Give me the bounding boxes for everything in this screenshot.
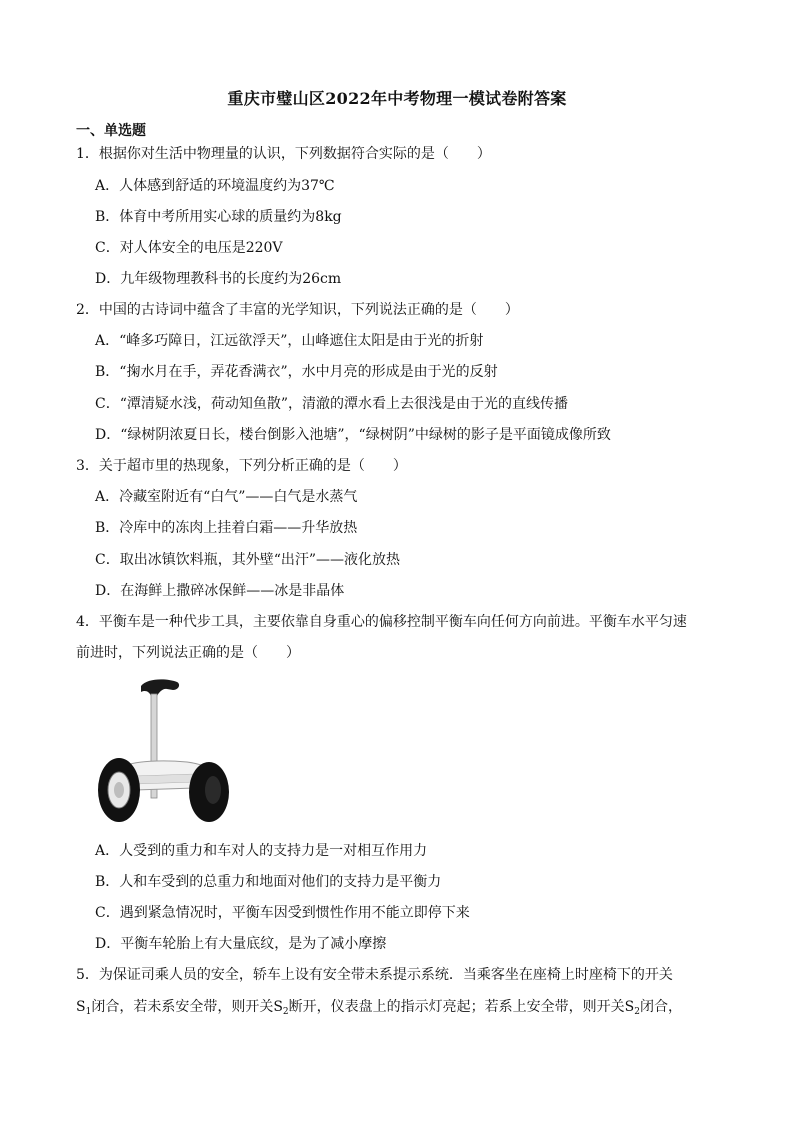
- question-4-option-a: A．人受到的重力和车对人的支持力是一对相互作用力: [95, 843, 428, 859]
- question-4-option-b: B．人和车受到的总重力和地面对他们的支持力是平衡力: [95, 874, 442, 890]
- question-1-option-b: B．体育中考所用实心球的质量约为8kg: [95, 209, 342, 225]
- question-4-stem-line-1: 4．平衡车是一种代步工具，主要依靠自身重心的偏移控制平衡车向任何方向前进。平衡车水平匀速: [76, 614, 687, 630]
- page-title: 重庆市璧山区2022年中考物理一模试卷附答案: [227, 89, 567, 108]
- q5-text-c: 闭合，: [639, 999, 682, 1015]
- question-3-option-c: C．取出冰镇饮料瓶，其外壁“出汗”——液化放热: [95, 552, 401, 568]
- question-2-stem: 2．中国的古诗词中蕴含了丰富的光学知识，下列说法正确的是（ ）: [76, 302, 519, 318]
- question-3-option-d: D．在海鲜上撒碎冰保鲜——冰是非晶体: [95, 583, 345, 599]
- question-1-stem: 1．根据你对生活中物理量的认识，下列数据符合实际的是（ ）: [76, 146, 491, 162]
- question-3-stem: 3．关于超市里的热现象，下列分析正确的是（ ）: [76, 458, 407, 474]
- q5-sub-1: 1: [85, 1007, 92, 1017]
- question-1-option-c: C．对人体安全的电压是220V: [95, 240, 283, 256]
- question-4-stem-line-2: 前进时，下列说法正确的是（ ）: [76, 645, 300, 661]
- section-heading: 一、单选题: [76, 123, 146, 139]
- question-1-option-a: A．人体感到舒适的环境温度约为37℃: [95, 178, 335, 194]
- question-4-option-d: D．平衡车轮胎上有大量底纹，是为了减小摩擦: [95, 936, 387, 952]
- question-1-option-d: D．九年级物理教科书的长度约为26cm: [95, 271, 342, 287]
- question-2-option-b: B．“掬水月在手，弄花香满衣”，水中月亮的形成是由于光的反射: [95, 364, 498, 380]
- question-3-option-b: B．冷库中的冻肉上挂着白霜——升华放热: [95, 520, 358, 536]
- question-5-stem-line-2: [76, 998, 682, 1016]
- question-5-stem-line-1: 5．为保证司乘人员的安全，轿车上设有安全带未系提示系统．当乘客坐在座椅上时座椅下的开关: [76, 967, 673, 983]
- scooter-handlebar: [141, 679, 179, 696]
- question-4-option-c: C．遇到紧急情况时，平衡车因受到惯性作用不能立即停下来: [95, 905, 470, 921]
- question-2-option-d: D．“绿树阴浓夏日长，楼台倒影入池塘”，“绿树阴”中绿树的影子是平面镜成像所致: [95, 427, 611, 443]
- q5-text-b: 断开，仪表盘上的指示灯亮起；若系上安全带，则开关S: [288, 999, 635, 1015]
- question-2-option-c: C．“潭清疑水浅，荷动知鱼散”，清澈的潭水看上去很浅是由于光的直线传播: [95, 396, 569, 412]
- q5-sub-3: 2: [634, 1007, 640, 1017]
- question-2-option-a: A．“峰多巧障日，江远欲浮天”，山峰遮住太阳是由于光的折射: [95, 333, 484, 349]
- q5-text-s: S: [76, 999, 86, 1015]
- balance-scooter-image: [95, 676, 235, 828]
- q5-text-a: 闭合，若未系安全带，则开关S: [91, 999, 283, 1015]
- question-3-option-a: A．冷藏室附近有“白气”——白气是水蒸气: [95, 489, 358, 505]
- q5-sub-2: 2: [282, 1007, 289, 1017]
